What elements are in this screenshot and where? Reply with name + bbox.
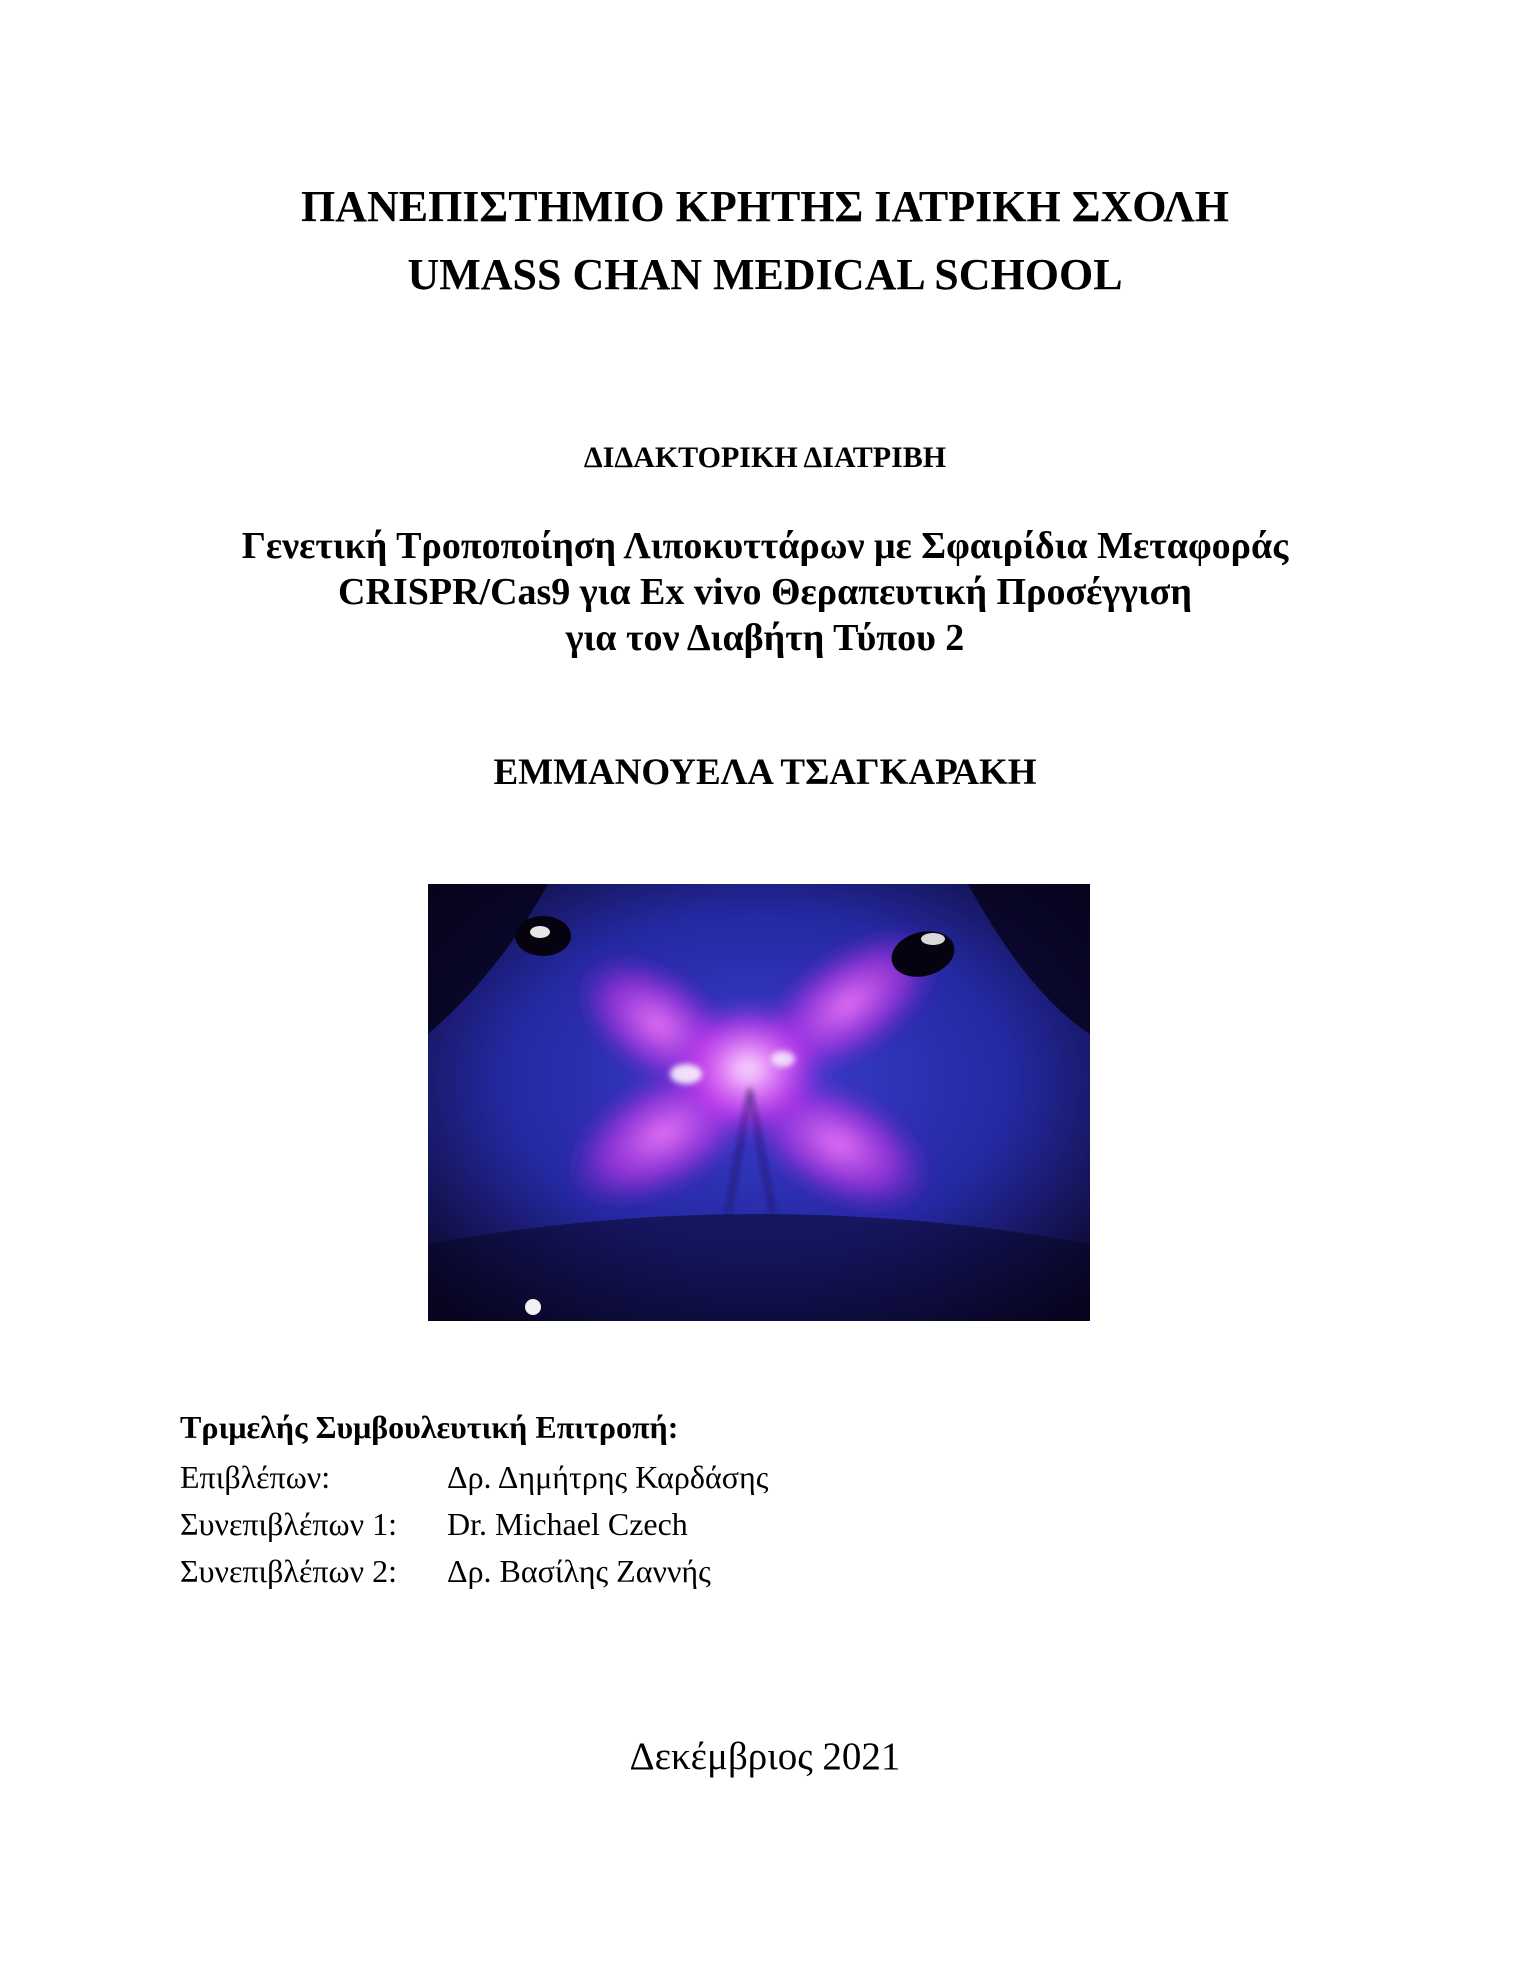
committee-role: Επιβλέπων: — [180, 1459, 331, 1495]
committee-heading: Τριμελής Συμβουλευτική Επιτροπή: — [180, 1409, 679, 1445]
author-name: ΕΜΜΑΝΟΥΕΛΑ ΤΣΑΓΚΑΡΑΚΗ — [493, 752, 1037, 793]
committee-member — [180, 1548, 768, 1595]
university-name-english: UMASS CHAN MEDICAL SCHOOL — [407, 250, 1123, 299]
thesis-title-line-3: για τον Διαβήτη Τύπου 2 — [565, 617, 965, 659]
university-name-greek: ΠΑΝΕΠΙΣΤΗΜΙΟ ΚΡΗΤΗΣ ΙΑΤΡΙΚΗ ΣΧΟΛΗ — [300, 182, 1230, 231]
committee-member-name: Dr. Michael Czech — [447, 1506, 688, 1542]
thesis-title-line-2: CRISPR/Cas9 για Ex vivo Θεραπευτική Προσέγγιση — [338, 571, 1192, 613]
highlight-right — [771, 1051, 795, 1067]
committee-member-name: Δρ. Βασίλης Ζαννής — [447, 1553, 711, 1589]
committee-role: Συνεπιβλέπων 1: — [180, 1506, 397, 1542]
submission-date: Δεκέμβριος 2021 — [629, 1735, 901, 1778]
advisory-committee — [180, 1404, 768, 1595]
committee-member — [180, 1501, 768, 1548]
highlight-left — [670, 1064, 702, 1084]
document-type: ΔΙΔΑΚΤΟΡΙΚΗ ΔΙΑΤΡΙΒΗ — [583, 441, 947, 474]
eye-left — [515, 916, 571, 956]
image-speck — [525, 1299, 541, 1315]
cover-fluorescence-image — [428, 884, 1090, 1321]
committee-member — [180, 1454, 768, 1501]
thesis-title-line-1: Γενετική Τροποποίηση Λιποκυττάρων με Σφαιρίδια Μεταφοράς — [241, 525, 1289, 567]
committee-role: Συνεπιβλέπων 2: — [180, 1553, 397, 1589]
committee-member-name: Δρ. Δημήτρης Καρδάσης — [447, 1459, 769, 1495]
